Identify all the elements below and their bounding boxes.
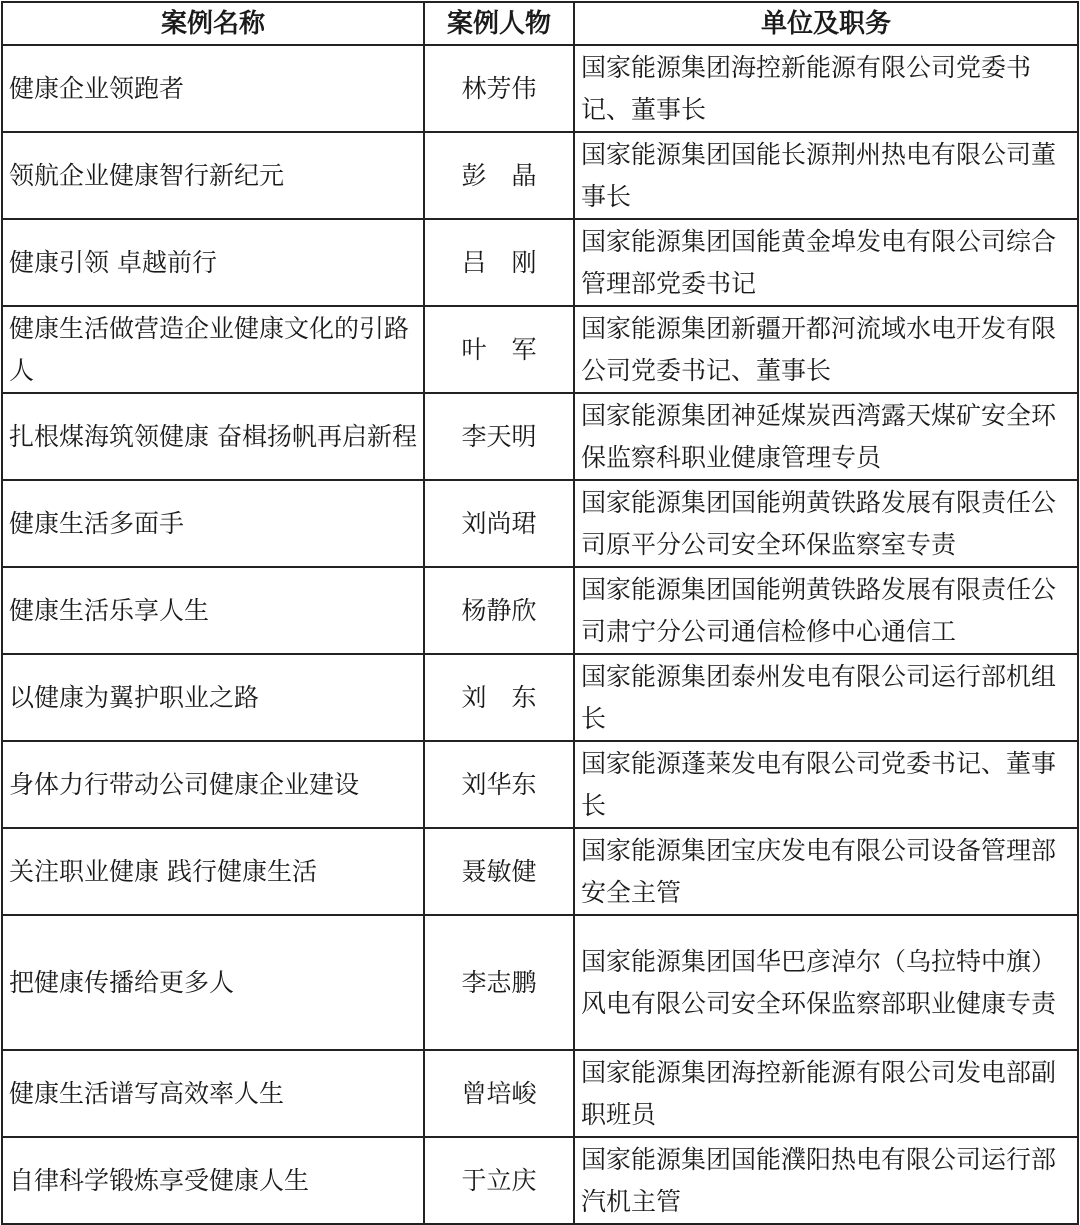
case-name-cell: 健康生活乐享人生	[2, 567, 424, 654]
unit-cell: 国家能源集团国能黄金埠发电有限公司综合管理部党委书记	[574, 219, 1078, 306]
case-name-cell: 自律科学锻炼享受健康人生	[2, 1137, 424, 1224]
unit-cell: 国家能源集团国能朔黄铁路发展有限责任公司肃宁分公司通信检修中心通信工	[574, 567, 1078, 654]
person-cell: 刘 东	[424, 654, 574, 741]
person-cell: 李天明	[424, 393, 574, 480]
case-name-cell: 关注职业健康 践行健康生活	[2, 828, 424, 915]
case-name-cell: 健康企业领跑者	[2, 45, 424, 132]
unit-cell: 国家能源集团海控新能源有限公司发电部副职班员	[574, 1050, 1078, 1137]
person-cell: 吕 刚	[424, 219, 574, 306]
table-row	[2, 132, 1078, 219]
unit-cell: 国家能源蓬莱发电有限公司党委书记、董事长	[574, 741, 1078, 828]
table-row	[2, 915, 1078, 1050]
table-row	[2, 567, 1078, 654]
unit-cell: 国家能源集团新疆开都河流域水电开发有限公司党委书记、董事长	[574, 306, 1078, 393]
table-row	[2, 654, 1078, 741]
table-row	[2, 1137, 1078, 1224]
unit-cell: 国家能源集团神延煤炭西湾露天煤矿安全环保监察科职业健康管理专员	[574, 393, 1078, 480]
unit-cell: 国家能源集团国能濮阳热电有限公司运行部汽机主管	[574, 1137, 1078, 1224]
table-row	[2, 45, 1078, 132]
person-cell: 刘华东	[424, 741, 574, 828]
case-name-cell: 健康引领 卓越前行	[2, 219, 424, 306]
person-cell: 彭 晶	[424, 132, 574, 219]
person-cell: 林芳伟	[424, 45, 574, 132]
case-name-cell: 身体力行带动公司健康企业建设	[2, 741, 424, 828]
unit-cell: 国家能源集团海控新能源有限公司党委书记、董事长	[574, 45, 1078, 132]
header-person: 案例人物	[424, 2, 574, 45]
case-name-cell: 把健康传播给更多人	[2, 915, 424, 1050]
person-cell: 杨静欣	[424, 567, 574, 654]
header-case-name: 案例名称	[2, 2, 424, 45]
person-cell: 曾培峻	[424, 1050, 574, 1137]
unit-cell: 国家能源集团宝庆发电有限公司设备管理部安全主管	[574, 828, 1078, 915]
unit-cell: 国家能源集团国能长源荆州热电有限公司董事长	[574, 132, 1078, 219]
case-name-cell: 健康生活谱写高效率人生	[2, 1050, 424, 1137]
table-row	[2, 480, 1078, 567]
person-cell: 李志鹏	[424, 915, 574, 1050]
person-cell: 于立庆	[424, 1137, 574, 1224]
person-cell: 刘尚珺	[424, 480, 574, 567]
header-unit: 单位及职务	[574, 2, 1078, 45]
case-name-cell: 领航企业健康智行新纪元	[2, 132, 424, 219]
person-cell: 叶 军	[424, 306, 574, 393]
case-name-cell: 健康生活多面手	[2, 480, 424, 567]
header-row	[2, 2, 1078, 45]
case-name-cell: 以健康为翼护职业之路	[2, 654, 424, 741]
table-row	[2, 306, 1078, 393]
person-cell: 聂敏健	[424, 828, 574, 915]
table-row	[2, 828, 1078, 915]
table-row	[2, 393, 1078, 480]
case-table	[1, 1, 1079, 1225]
unit-cell: 国家能源集团国能朔黄铁路发展有限责任公司原平分公司安全环保监察室专责	[574, 480, 1078, 567]
table-row	[2, 219, 1078, 306]
case-name-cell: 扎根煤海筑领健康 奋楫扬帆再启新程	[2, 393, 424, 480]
unit-cell: 国家能源集团国华巴彦淖尔（乌拉特中旗）风电有限公司安全环保监察部职业健康专责	[574, 915, 1078, 1050]
case-name-cell: 健康生活做营造企业健康文化的引路人	[2, 306, 424, 393]
table-row	[2, 1050, 1078, 1137]
unit-cell: 国家能源集团泰州发电有限公司运行部机组长	[574, 654, 1078, 741]
table-row	[2, 741, 1078, 828]
